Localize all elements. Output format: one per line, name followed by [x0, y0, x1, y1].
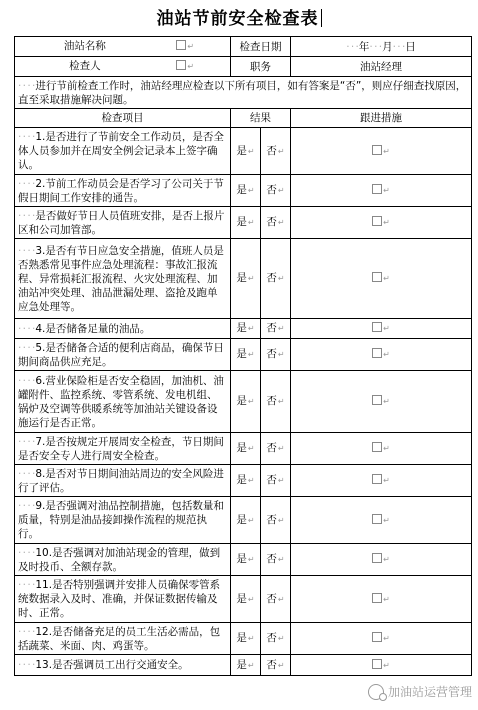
result-yes-option[interactable]: 是↵: [231, 239, 261, 319]
result-yes-option[interactable]: 是↵: [231, 655, 261, 676]
result-no-option[interactable]: 否↵: [261, 207, 291, 239]
no-label: 否: [266, 474, 277, 486]
follow-up-field[interactable]: ↵: [291, 544, 472, 576]
result-no-option[interactable]: 否↵: [261, 465, 291, 497]
no-label: 否: [266, 216, 277, 228]
result-no-option[interactable]: 否↵: [261, 655, 291, 676]
checkbox-icon: [372, 216, 382, 226]
inspector-label: 检查人: [69, 60, 101, 72]
table-row: [15, 497, 472, 544]
checkbox-icon: [372, 474, 382, 484]
check-item-cell: · · · ·13.是否强调员工出行交通安全。: [15, 655, 231, 676]
check-item-cell: · · · ·12.是否储备充足的员工生活必需品，包括蔬菜、米面、肉、鸡蛋等。: [15, 623, 231, 655]
yes-label: 是: [236, 395, 247, 407]
result-no-option[interactable]: 否↵: [261, 576, 291, 623]
follow-up-field[interactable]: ↵: [291, 207, 472, 239]
checkbox-icon: [372, 514, 382, 524]
result-no-option[interactable]: 否↵: [261, 433, 291, 465]
table-row: [15, 207, 472, 239]
result-yes-option[interactable]: 是↵: [231, 576, 261, 623]
no-label: 否: [266, 658, 277, 671]
header-row-2: [15, 57, 472, 77]
result-yes-option[interactable]: 是↵: [231, 207, 261, 239]
yes-label: 是: [236, 632, 247, 644]
column-header-row: [15, 109, 472, 128]
check-item-cell: · · · ·2.节前工作动员会是否学习了公司关于节假日期间工作安排的通告。: [15, 175, 231, 207]
result-yes-option[interactable]: 是↵: [231, 544, 261, 576]
result-no-option[interactable]: 否↵: [261, 319, 291, 339]
yes-label: 是: [236, 144, 247, 157]
check-item-text: 2.节前工作动员会是否学习了公司关于节假日期间工作安排的通告。: [18, 177, 224, 204]
check-item-text: 是否做好节日人员值班安排，是否上报片区和公司加管部。: [18, 209, 225, 236]
station-name-cell: [15, 37, 231, 57]
checkbox-icon: [372, 272, 382, 282]
yes-label: 是: [236, 513, 247, 526]
checkbox-icon: [372, 632, 382, 642]
result-yes-option[interactable]: 是↵: [231, 623, 261, 655]
yes-label: 是: [236, 272, 247, 284]
manager-label: 油站经理: [360, 60, 402, 73]
checkbox-icon: [176, 60, 186, 70]
intro-text: 进行节前检查工作时，油站经理应检查以下所有项目，如有答案是“否”，则应仔细查找原因，直至采取措施解决问题。: [18, 79, 467, 106]
check-item-cell: · · · ·4.是否储备足量的油品。: [15, 319, 231, 339]
station-name-label: 油站名称: [63, 40, 106, 52]
checkbox-icon: [372, 395, 382, 405]
checkbox-icon: [372, 145, 382, 155]
header-row-1: [15, 37, 472, 57]
checkbox-icon: [372, 659, 382, 669]
result-yes-option[interactable]: 是↵: [231, 465, 261, 497]
result-no-option[interactable]: 否↵: [261, 339, 291, 371]
col-result-label: 结果: [250, 112, 271, 124]
yes-label: 是: [236, 553, 247, 565]
yes-label: 是: [236, 348, 247, 360]
yes-label: 是: [236, 592, 247, 605]
check-item-cell: · · · ·6.营业保险柜是否安全稳固，加油机、油罐附件、监控系统、零管系统、发电机组、锅炉及空调等供暖系统等加油站关键设备设施运行是否正常。: [15, 371, 231, 433]
follow-up-field[interactable]: ↵: [291, 175, 472, 207]
table-row: [15, 623, 472, 655]
col-item-label: 检查项目: [101, 112, 144, 124]
checkbox-icon: [372, 442, 382, 452]
no-label: 否: [266, 184, 277, 196]
text-cursor: [321, 9, 322, 27]
follow-up-field[interactable]: ↵: [291, 339, 472, 371]
no-label: 否: [266, 442, 277, 454]
result-no-option[interactable]: 否↵: [261, 175, 291, 207]
follow-up-field[interactable]: ↵: [291, 576, 472, 623]
check-date-label: 检查日期: [239, 40, 282, 53]
checklist-table: [14, 36, 472, 676]
no-label: 否: [266, 144, 277, 157]
follow-up-field[interactable]: ↵: [291, 239, 472, 319]
follow-up-field[interactable]: ↵: [291, 371, 472, 433]
check-item-cell: · · · ·8.是否对节日期间油站周边的安全风险进行了评估。: [15, 465, 231, 497]
date-month-label: 月: [382, 40, 393, 53]
table-row: [15, 433, 472, 465]
date-day-label: 日: [405, 40, 416, 53]
no-label: 否: [266, 348, 277, 360]
col-follow-header: [291, 109, 472, 128]
watermark: [368, 683, 472, 700]
no-label: 否: [266, 592, 277, 605]
result-yes-option[interactable]: 是↵: [231, 371, 261, 433]
check-item-text: 13.是否强调员工出行交通安全。: [35, 659, 189, 671]
check-item-cell: · · · ·9.是否强调对油品控制措施，包括数量和质量，特别是油品接卸操作流程的规范执行。: [15, 497, 231, 544]
check-item-text: 11.是否特别强调并安排人员确保零管系统数据录入及时、准确，并保证数据传输及时、正常。: [18, 579, 221, 619]
table-row: [15, 655, 472, 676]
result-yes-option[interactable]: 是↵: [231, 319, 261, 339]
result-no-option[interactable]: 否↵: [261, 128, 291, 175]
yes-label: 是: [236, 322, 247, 334]
follow-up-field[interactable]: ↵: [291, 497, 472, 544]
station-name-field[interactable]: ↵: [148, 39, 223, 54]
table-row: [15, 544, 472, 576]
check-item-text: 5.是否储备合适的便利店商品，确保节日期间商品供应充足。: [18, 341, 224, 368]
check-item-cell: · · · ·是否做好节日人员值班安排，是否上报片区和公司加管部。: [15, 207, 231, 239]
result-no-option[interactable]: 否↵: [261, 371, 291, 433]
check-item-text: 3.是否有节日应急安全措施，值班人员是否熟悉常见事件应急处理流程：事故汇报流程、异常损耗汇报流程、火灾处理流程、加油站冲突处理、油品泄漏处理、盗抢及跑单应急处理等。: [18, 244, 224, 313]
position-label-cell: [231, 57, 291, 77]
intro-row: [15, 77, 472, 109]
check-item-cell: · · · ·10.是否强调对加油站现金的管理，做到及时投币、全额存款。: [15, 544, 231, 576]
position-label: 职务: [250, 60, 271, 73]
check-item-cell: · · · ·7.是否按规定开展周安全检查，节日期间是否安全专人进行周安全检查。: [15, 433, 231, 465]
manager-cell: [291, 57, 472, 77]
check-item-text: 8.是否对节日期间油站周边的安全风险进行了评估。: [18, 467, 224, 494]
col-follow-label: 跟进措施: [360, 112, 402, 124]
follow-up-field[interactable]: ↵: [291, 655, 472, 676]
check-item-text: 12.是否储备充足的员工生活必需品，包括蔬菜、米面、肉、鸡蛋等。: [18, 625, 221, 652]
table-row: [15, 576, 472, 623]
inspector-field[interactable]: ↵: [148, 59, 223, 74]
result-no-option[interactable]: 否↵: [261, 544, 291, 576]
check-item-text: 7.是否按规定开展周安全检查，节日期间是否安全专人进行周安全检查。: [18, 435, 224, 462]
result-yes-option[interactable]: 是↵: [231, 497, 261, 544]
check-item-text: 6.营业保险柜是否安全稳固，加油机、油罐附件、监控系统、零管系统、发电机组、锅炉及空调等供暖系统等加油站关键设备设施运行是否正常。: [18, 374, 224, 429]
checkbox-icon: [372, 593, 382, 603]
no-label: 否: [266, 322, 277, 334]
check-item-cell: · · · ·11.是否特别强调并安排人员确保零管系统数据录入及时、准确，并保证数据传输及时、正常。: [15, 576, 231, 623]
wechat-logo-icon: [368, 684, 384, 700]
checkbox-icon: [372, 184, 382, 194]
watermark-text: 加油站运营管理: [387, 685, 472, 699]
check-item-text: 4.是否储备足量的油品。: [35, 322, 151, 335]
checkbox-icon: [372, 348, 382, 358]
check-date-field[interactable]: · · ·年· · ·月· · ·日: [291, 37, 472, 57]
document-title: [0, 4, 478, 29]
follow-up-field[interactable]: ↵: [291, 433, 472, 465]
table-row: [15, 465, 472, 497]
check-item-cell: · · · ·1.是否进行了节前安全工作动员，是否全体人员参加并在周安全例会记录本上签字确认。: [15, 128, 231, 175]
follow-up-field[interactable]: ↵: [291, 128, 472, 175]
table-row: [15, 319, 472, 339]
yes-label: 是: [236, 442, 247, 454]
col-result-header: [231, 109, 291, 128]
result-yes-option[interactable]: 是↵: [231, 175, 261, 207]
table-row: [15, 239, 472, 319]
check-item-text: 10.是否强调对加油站现金的管理，做到及时投币、全额存款。: [18, 546, 221, 573]
yes-label: 是: [236, 658, 247, 671]
table-row: [15, 371, 472, 433]
table-row: [15, 128, 472, 175]
follow-up-field[interactable]: ↵: [291, 465, 472, 497]
no-label: 否: [266, 395, 277, 407]
check-item-text: 1.是否进行了节前安全工作动员，是否全体人员参加并在周安全例会记录本上签字确认。: [18, 131, 224, 171]
yes-label: 是: [236, 184, 247, 196]
result-yes-option[interactable]: 是↵: [231, 339, 261, 371]
no-label: 否: [266, 553, 277, 565]
result-yes-option[interactable]: 是↵: [231, 128, 261, 175]
follow-up-field[interactable]: ↵: [291, 623, 472, 655]
intro-cell: · · · ·进行节前检查工作时，油站经理应检查以下所有项目，如有答案是“否”，则应仔细查找原因，直至采取措施解决问题。: [15, 77, 472, 109]
checkbox-icon: [372, 553, 382, 563]
check-item-text: 9.是否强调对油品控制措施，包括数量和质量，特别是油品接卸操作流程的规范执行。: [18, 500, 224, 540]
no-label: 否: [266, 272, 277, 284]
check-date-label-cell: [231, 37, 291, 57]
table-row: [15, 339, 472, 371]
col-item-header: [15, 109, 231, 128]
title-text: 油站节前安全检查表: [156, 9, 319, 29]
result-no-option[interactable]: 否↵: [261, 239, 291, 319]
inspector-cell: [15, 57, 231, 77]
result-yes-option[interactable]: 是↵: [231, 433, 261, 465]
table-row: [15, 175, 472, 207]
check-item-cell: · · · ·3.是否有节日应急安全措施，值班人员是否熟悉常见事件应急处理流程：事故汇报流程、异常损耗汇报流程、火灾处理流程、加油站冲突处理、油品泄漏处理、盗抢及跑单应急处理等。: [15, 239, 231, 319]
yes-label: 是: [236, 216, 247, 228]
yes-label: 是: [236, 474, 247, 486]
checkbox-icon: [372, 322, 382, 332]
check-item-cell: · · · ·5.是否储备合适的便利店商品，确保节日期间商品供应充足。: [15, 339, 231, 371]
follow-up-field[interactable]: ↵: [291, 319, 472, 339]
result-no-option[interactable]: 否↵: [261, 497, 291, 544]
date-year-label: 年: [358, 40, 370, 53]
checkbox-icon: [176, 40, 186, 50]
no-label: 否: [266, 513, 277, 526]
no-label: 否: [266, 632, 277, 644]
result-no-option[interactable]: 否↵: [261, 623, 291, 655]
